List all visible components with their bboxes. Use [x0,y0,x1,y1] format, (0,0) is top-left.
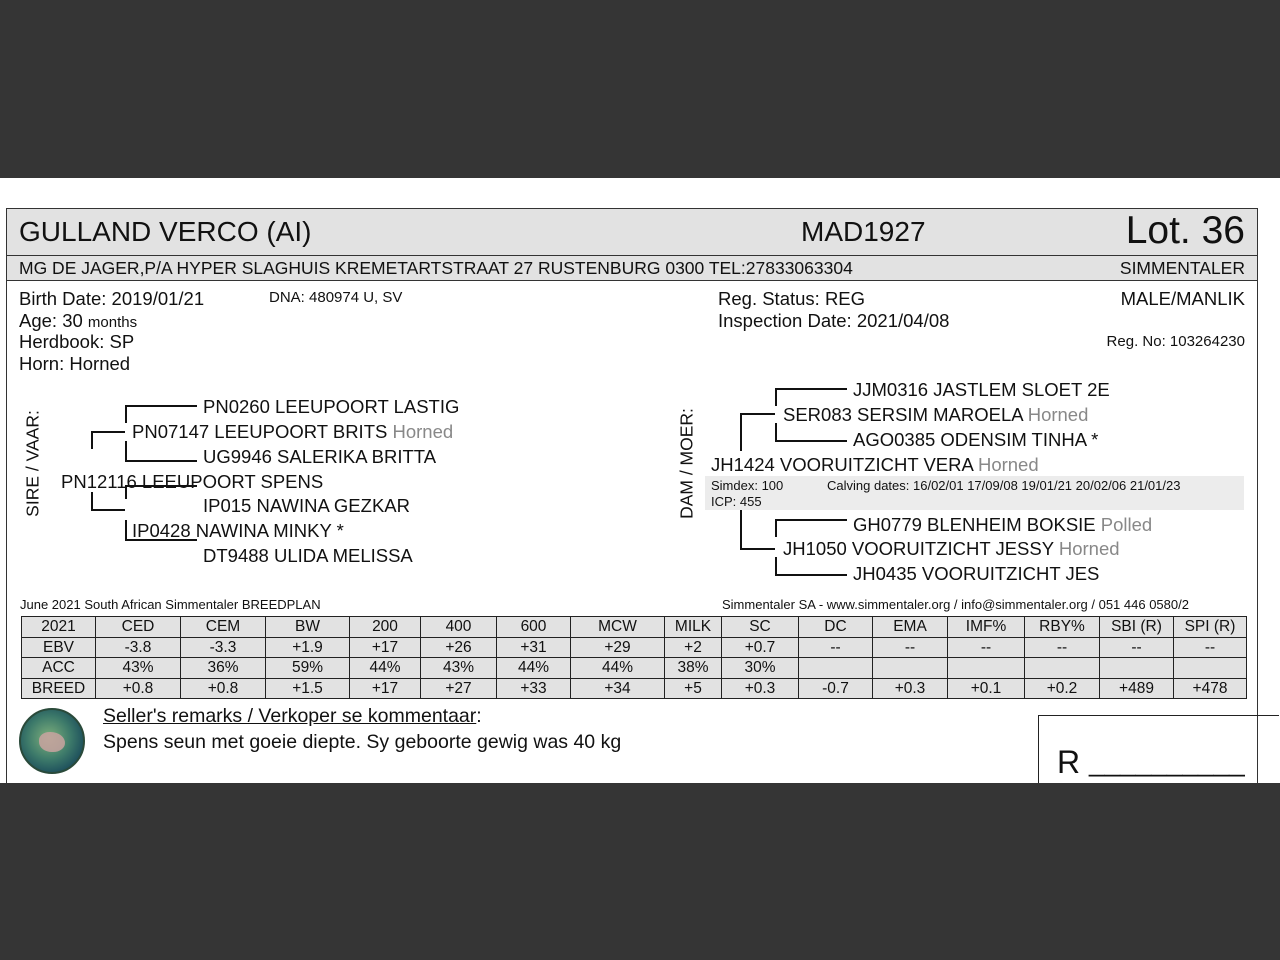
table-cell: +29 [571,637,665,658]
table-header-cell: SC [722,617,799,638]
ebv-header-row [22,617,1247,638]
dna-info: DNA: 480974 U, SV [269,289,403,306]
remarks-heading [103,705,482,728]
table-cell: ACC [22,658,96,679]
tree-line [775,388,847,390]
animal-id-code: MAD1927 [801,216,926,247]
sex: MALE/MANLIK [1120,288,1245,309]
table-cell: EBV [22,637,96,658]
table-header-cell: BW [266,617,350,638]
horn-status: Horn: Horned [19,353,131,374]
tree-line [91,431,93,449]
reg-number: Reg. No: 103264230 [1106,333,1245,350]
table-cell: 44% [350,658,421,679]
breed-avg-row [22,678,1247,699]
simdex: Simdex: 100 [711,478,784,493]
dam-sire-sire: JJM0316 JASTLEM SLOET 2E [853,379,1110,400]
table-cell: +0.3 [873,678,948,699]
inspection-date: Inspection Date: 2021/04/08 [718,310,950,331]
lot-card [6,208,1258,783]
table-cell: 44% [571,658,665,679]
breedplan-contact: Simmentaler SA - www.simmentaler.org / info@simmentaler.org / 051 446 0580/2 [722,597,1189,612]
breed-name: SIMMENTALER [1119,258,1245,278]
tree-line [775,519,777,537]
table-cell: -3.8 [96,637,181,658]
table-cell: 43% [96,658,181,679]
table-cell: +0.8 [181,678,266,699]
table-header-cell: CEM [181,617,266,638]
sire-sire-sire: PN0260 LEEUPOORT LASTIG [203,396,460,417]
table-cell: 43% [421,658,497,679]
tree-line [740,505,742,549]
table-cell: -- [873,637,948,658]
animal-name: GULLAND VERCO (AI) [19,216,312,247]
remarks-heading-text: Seller's remarks / Verkoper se kommentaar [103,705,477,727]
table-cell [799,658,873,679]
table-cell [873,658,948,679]
auction-sheet [0,178,1280,783]
table-cell [948,658,1025,679]
table-header-cell: EMA [873,617,948,638]
table-header-cell: 2021 [22,617,96,638]
dam-horn: Horned [977,454,1039,475]
tree-line [125,441,127,461]
dam-sire-horn: Horned [1027,404,1089,425]
herdbook: Herdbook: SP [19,331,135,352]
table-header-cell: MILK [665,617,722,638]
table-cell: +26 [421,637,497,658]
sire-dam-dam: DT9488 ULIDA MELISSA [203,545,413,566]
birth-date: Birth Date: 2019/01/21 [19,288,205,309]
remarks-text: Spens seun met goeie diepte. Sy geboorte gewig was 40 kg [103,731,622,753]
tree-line [91,509,125,511]
dam-dam-name: JH1050 VOORUITZICHT JESSY [783,538,1054,559]
table-header-cell: 200 [350,617,421,638]
calving-dates: Calving dates: 16/02/01 17/09/08 19/01/21 20/02/06 21/01/23 [827,478,1181,493]
owner-line: MG DE JAGER,P/A HYPER SLAGHUIS KREMETARTSTRAAT 27 RUSTENBURG 0300 TEL:27833063304 [19,258,853,278]
dam-label: DAM / MOER: [676,408,697,519]
acc-row [22,658,1247,679]
dam-sire-dam: AGO0385 ODENSIM TINHA * [853,429,1099,450]
table-cell: +0.3 [722,678,799,699]
dam-dam-horn: Horned [1058,538,1120,559]
lot-number: Lot. 36 [1125,209,1245,252]
table-cell: +34 [571,678,665,699]
dam-dam-sire-horn: Polled [1100,514,1153,535]
tree-line [775,440,847,442]
table-cell: +17 [350,678,421,699]
table-cell: -- [1025,637,1100,658]
sire-dam-sire: IP015 NAWINA GEZKAR [203,495,410,516]
tree-line [91,431,125,433]
table-cell: +33 [497,678,571,699]
table-cell: BREED [22,678,96,699]
table-header-cell: SBI (R) [1100,617,1174,638]
tree-line [740,548,775,550]
tree-line [125,405,197,407]
tree-line [125,520,127,540]
table-cell [1174,658,1247,679]
dam-dam-dam: JH0435 VOORUITZICHT JES [853,563,1100,584]
dam-name: JH1424 VOORUITZICHT VERA [711,454,973,475]
ebv-row [22,637,1247,658]
age [19,310,137,332]
tree-line [775,519,847,521]
table-cell: -- [1174,637,1247,658]
tree-line [775,574,847,576]
table-cell: +27 [421,678,497,699]
table-cell: 38% [665,658,722,679]
table-cell: 44% [497,658,571,679]
simmentaler-logo [19,708,85,774]
dam-sire-name: SER083 SERSIM MAROELA [783,404,1023,425]
table-cell: +17 [350,637,421,658]
dam-performance-box [705,476,1244,510]
dam-dam-sire-name: GH0779 BLENHEIM BOKSIE [853,514,1096,535]
table-cell: +1.9 [266,637,350,658]
sire-sire-name: PN07147 LEEUPOORT BRITS [132,421,388,442]
table-cell: -- [799,637,873,658]
table-cell: +1.5 [266,678,350,699]
sire-sire-horn: Horned [392,421,454,442]
table-cell: +5 [665,678,722,699]
title-bar [7,209,1257,256]
sire: PN12116 LEEUPOORT SPENS [61,471,324,492]
reg-status: Reg. Status: REG [718,288,866,309]
remarks-heading-colon: : [476,705,482,727]
table-cell: +0.1 [948,678,1025,699]
table-cell: +31 [497,637,571,658]
table-header-cell: DC [799,617,873,638]
table-cell: 59% [266,658,350,679]
table-header-cell: RBY% [1025,617,1100,638]
table-cell: +489 [1100,678,1174,699]
table-cell: 30% [722,658,799,679]
table-header-cell: CED [96,617,181,638]
dam [711,454,1039,476]
table-cell: -- [1100,637,1174,658]
table-cell: 36% [181,658,266,679]
icp: ICP: 455 [711,494,762,509]
tree-line [740,413,775,415]
table-cell: +2 [665,637,722,658]
table-cell: +0.2 [1025,678,1100,699]
table-header-cell: MCW [571,617,665,638]
breedplan-caption: June 2021 South African Simmentaler BREEDPLAN [20,597,321,612]
table-header-cell: 400 [421,617,497,638]
sire-sire-dam: UG9946 SALERIKA BRITTA [203,446,437,467]
dam-sire [783,404,1088,426]
table-cell [1025,658,1100,679]
age-unit: months [87,314,138,331]
age-value: Age: 30 [19,310,83,331]
ebv-table [21,616,1247,699]
tree-line [91,492,93,510]
owner-bar [7,256,1257,281]
price-blank: __________ [1089,746,1245,777]
dam-dam [783,538,1120,560]
price-box [1038,715,1279,783]
tree-line [125,460,197,462]
table-header-cell: SPI (R) [1174,617,1247,638]
tree-line [775,423,777,441]
table-header-cell: 600 [497,617,571,638]
table-cell: -3.3 [181,637,266,658]
tree-line [775,557,777,575]
price-currency: R [1057,744,1081,780]
dam-dam-sire [853,514,1152,536]
table-cell: -0.7 [799,678,873,699]
sire-sire [132,421,453,443]
table-cell: -- [948,637,1025,658]
table-cell [1100,658,1174,679]
table-cell: +478 [1174,678,1247,699]
table-cell: +0.7 [722,637,799,658]
tree-line [740,413,742,451]
sire-label: SIRE / VAAR: [22,410,43,517]
sire-dam: IP0428 NAWINA MINKY * [132,520,344,541]
table-cell: +0.8 [96,678,181,699]
tree-line [775,388,777,406]
tree-line [125,405,127,423]
table-header-cell: IMF% [948,617,1025,638]
